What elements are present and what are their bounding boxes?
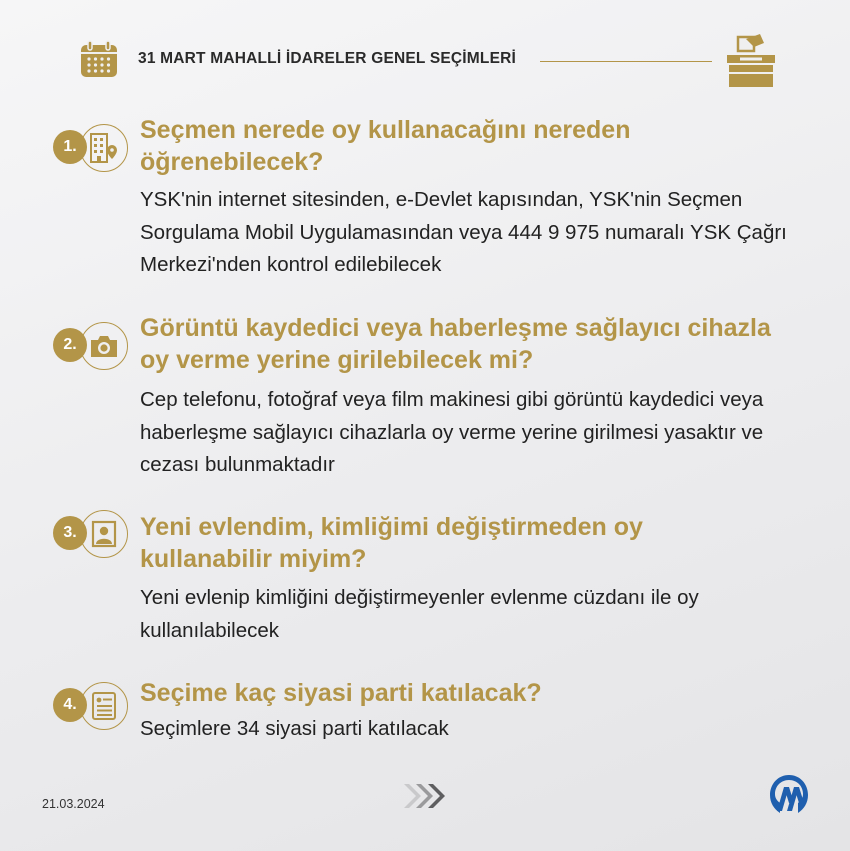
answer-text: YSK'nin internet sitesinden, e-Devlet kapısından, YSK'nin Seçmen Sorgulama Mobil Uygulamasından veya 444 9 975 numaralı YSK Çağrı Merkezi'nden kontrol edilebilecek — [140, 188, 787, 276]
page-title: 31 MART MAHALLİ İDARELER GENEL SEÇİMLERİ — [138, 50, 517, 67]
building-location-icon — [87, 131, 121, 165]
answer-text: Yeni evlenip kimliğini değiştirmeyenler evlenme cüzdanı ile oy kullanılabilecek — [140, 586, 699, 642]
triple-chevron-right-icon[interactable] — [402, 779, 448, 813]
question-text: Yeni evlendim, kimliğimi değiştirmeden oy kullanabilir miyim? — [140, 513, 643, 573]
question-text: Görüntü kaydedici veya haberleşme sağlayıcı cihazla oy verme yerine girilebilecek mi? — [140, 314, 771, 374]
item-number-badge: 1. — [53, 130, 87, 164]
aa-logo-icon — [768, 773, 810, 815]
item-number-badge: 4. — [53, 688, 87, 722]
question-text: Seçmen nerede oy kullanacağını nereden öğrenebilecek? — [140, 116, 631, 176]
calendar-icon — [79, 39, 119, 79]
answer-text: Seçimlere 34 siyasi parti katılacak — [140, 717, 449, 740]
document-list-icon — [87, 689, 121, 723]
question-text: Seçime kaç siyasi parti katılacak? — [140, 679, 542, 707]
camera-icon — [87, 329, 121, 363]
header-divider — [540, 61, 712, 62]
ballot-box-icon — [724, 33, 778, 89]
id-photo-icon — [87, 517, 121, 551]
item-number-badge: 3. — [53, 516, 87, 550]
answer-text: Cep telefonu, fotoğraf veya film makinesi gibi görüntü kaydedici veya haberleşme sağlayıcı cihazlarla oy verme yerine girilmesi yasaktır ve cezası bulunmaktadır — [140, 388, 764, 476]
publish-date: 21.03.2024 — [42, 797, 105, 811]
item-number-badge: 2. — [53, 328, 87, 362]
